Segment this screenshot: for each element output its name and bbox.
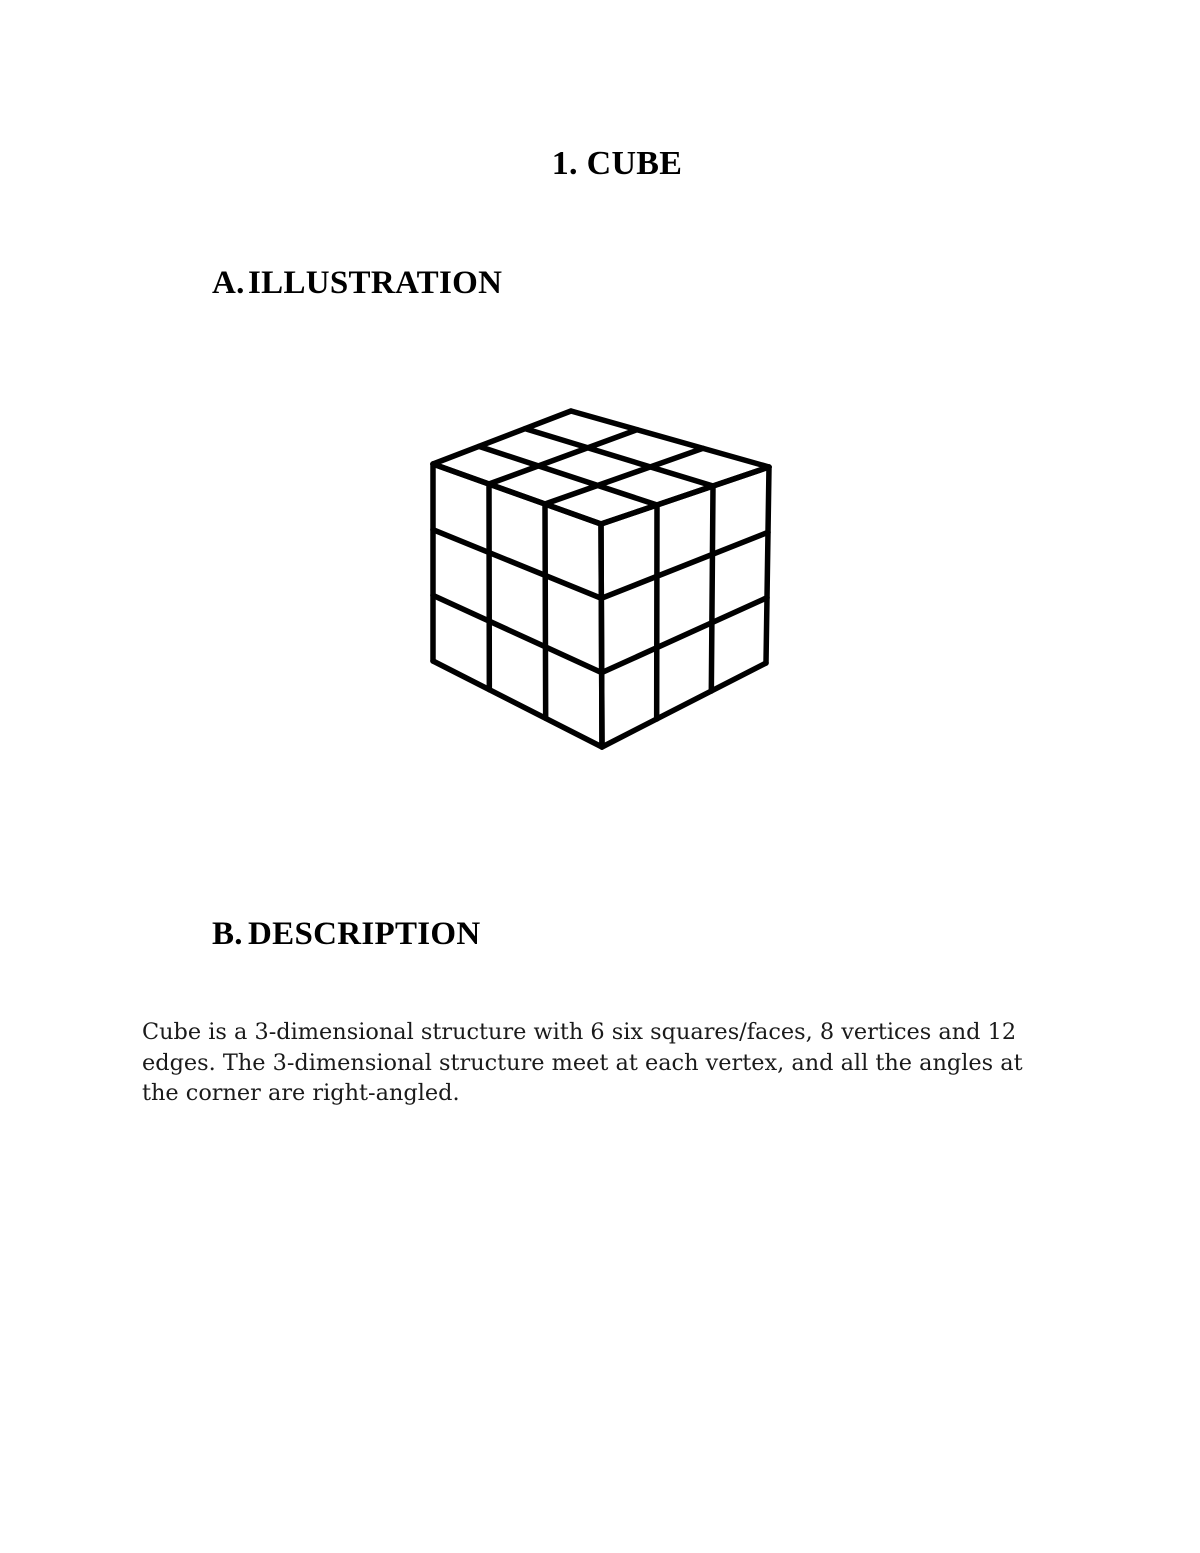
cube-right-edge (602, 663, 766, 747)
section-heading-label: DESCRIPTION (248, 916, 481, 952)
section-heading-label: ILLUSTRATION (248, 265, 503, 301)
cube-right-edge (601, 524, 602, 747)
cube-right-edge (601, 532, 768, 598)
cube-illustration (420, 400, 790, 760)
page-title: 1. CUBE (551, 145, 683, 182)
cube-right-edge (602, 598, 767, 673)
cube-right-edge (711, 486, 713, 691)
section-marker: B. (212, 916, 243, 952)
section-heading-illustration (212, 265, 502, 302)
cube-left-edge (433, 530, 601, 599)
cube-right-edge (766, 467, 769, 663)
section-marker: A. (212, 265, 245, 301)
cube-left-edge (433, 595, 602, 672)
cube-left-edge (433, 661, 602, 747)
description-paragraph: Cube is a 3-dimensional structure with 6 six squares/faces, 8 vertices and 12 edges. The 3-dimensional structure meet at each vertex, and all the angles at the corner are right-angled. (142, 1019, 1023, 1106)
section-heading-description (212, 916, 481, 953)
cube-grid-icon (420, 400, 790, 760)
cube-left-edge (545, 504, 546, 718)
